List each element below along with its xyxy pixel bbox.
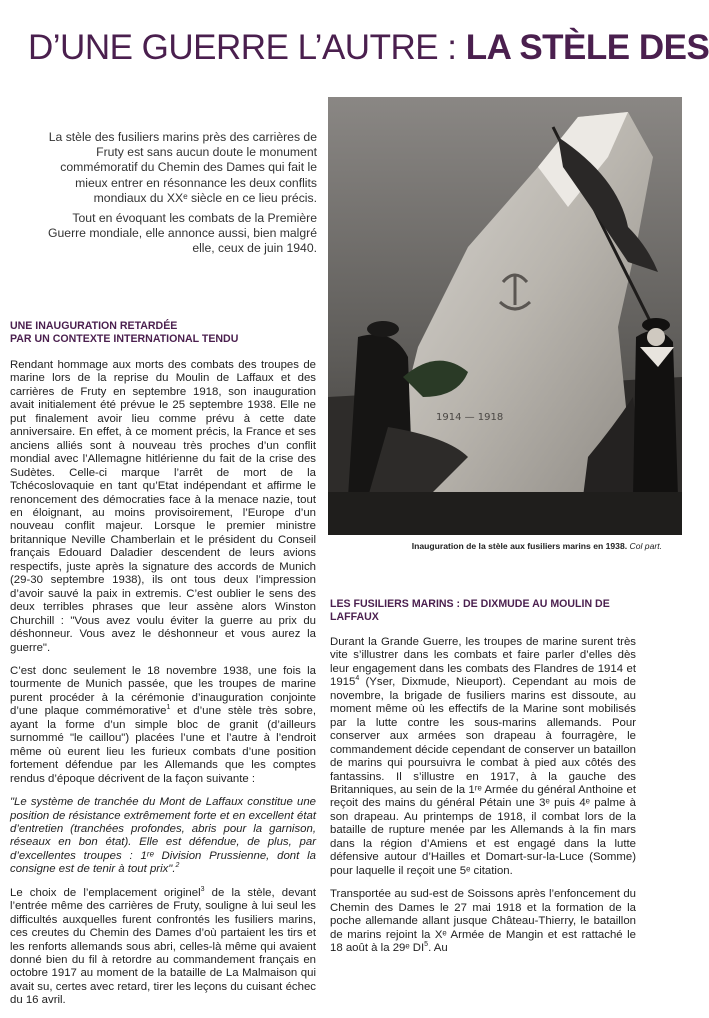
s2p1-text-b: (Yser, Dixmude, Nieuport). Cependant au mois de novembre, la brigade de fusiliers marins est dissoute, au moment même où les effectifs de la Marine sont mobilisés par la lutte contre les sous-marins allemands. Pour conserver aux armées son drapeau à fourragère, le commandement décide cependant de conserver un bataillon de marins qui poursuivra le combat à pied aux côtés des fantassins. Il s’illustre en 1917, à la gauche des Britanniques, au sein de la 1ʳᵉ Armée du général Anthoine et reçoit des mains du général Pétain une 3ᵉ puis 4ᵉ palme à son drapeau. Au printemps de 1918, il combat lors de la bataille de rupture menée par les Allemands à la fin mars dans la région d’Amiens et est engagé dans la lutte défensive autour d’Hailles et Domart-sur-la-Luce (Somme) pour laquelle il reçoit une 5ᵉ citation. — [330, 676, 636, 877]
section1-heading-line1: UNE INAUGURATION RETARDÉE — [10, 320, 178, 332]
p3-text-a: Le choix de l’emplacement originel — [10, 886, 201, 899]
photo-illustration — [328, 97, 682, 535]
quote-text: "Le système de tranchée du Mont de Laffaux constitue une position de résistance extrêmement forte et en excellent état d’entretien (tranchées profondes, abris pour la garnison, réseaux en bon état). Elle est défendue, de plus, par d’excellentes troupes : 1ʳᵉ Division Prussienne, dont la consigne est de tenir à tout prix". — [10, 796, 316, 876]
footnote-ref: 1 — [166, 704, 171, 712]
section1-paragraph-3 — [10, 887, 316, 1008]
section2-paragraph-2 — [330, 888, 636, 955]
intro-text — [40, 130, 317, 262]
s2p1-text-a: Durant la Grande Guerre, les troupes de marine surent très vite s’illustrer dans les combats et faire parler d’elles dès leur engagement dans les combats des Flandres de 1914 et 1915 — [330, 636, 636, 689]
intro-paragraph-2: Tout en évoquant les combats de la Première Guerre mondiale, elle annonce aussi, bien malgré elle, ceux de juin 1940. — [48, 211, 317, 256]
title-light: D’UNE GUERRE L’AUTRE : — [28, 28, 466, 67]
section2-body — [330, 636, 636, 965]
inauguration-photo — [328, 97, 682, 535]
s2p2-text: Transportée au sud-est de Soissons après l’enfoncement du Chemin des Dames le 27 mai 1918 et la formation de la poche allemande allant jusque Château-Thierry, le bataillon de marins rejoint la Xᵉ Armée de Mangin et est rattaché le 18 août à la 29ᵉ DI — [330, 888, 636, 954]
s2p2-end: . Au — [428, 941, 448, 954]
section1-body — [10, 359, 316, 1018]
photo-caption — [328, 540, 662, 552]
caption-credit: Col part. — [629, 541, 662, 551]
p3-text-b: de la stèle, devant l’entrée même des carrières de Fruty, souligne à lui seul les difficultés auxquelles furent confrontés les fusiliers marins, ces creutes du Chemin des Dames d’où partaient les tirs et les renforts allemands sous abri, celles-là même qui avaient donné bien du fil à retordre au commandement français en octobre 1917 au moment de la bataille de La Malmaison qui avait su, certes avec retard, tirer les leçons du cuisant échec du 16 avril. — [10, 886, 316, 1007]
section1-paragraph-2 — [10, 665, 316, 786]
section1-quote — [10, 796, 316, 877]
footnote-ref: 3 — [200, 885, 205, 893]
section2-heading: LES FUSILIERS MARINS : DE DIXMUDE AU MOULIN DE LAFFAUX — [330, 598, 610, 623]
footnote-ref: 2 — [175, 862, 180, 870]
section1-heading-line2: PAR UN CONTEXTE INTERNATIONAL TENDU — [10, 332, 239, 345]
footnote-ref: 5 — [424, 941, 429, 949]
section1-heading — [10, 320, 326, 345]
footnote-ref: 4 — [355, 675, 360, 683]
section1-paragraph-1: Rendant hommage aux morts des combats des troupes de marine lors de la reprise du Moulin de Laffaux et des carrières de Fruty en septembre 1918, son inauguration avait initialement été prévue le 25 septembre 1938. Elle ne put finalement avoir lieu comme prévu à cette date anniversaire. En effet, à ce moment précis, la France et ses anciens alliés sont à nouveau très proches d’un conflit mondial avec l’Allemagne hitlérienne du fait de la crise des Sudètes. Celle-ci marque l’arrêt de mort de la Tchécoslovaquie en tant qu’Etat indépendant et affirme le renoncement des démocraties face à la menace nazie, tout en éloignant, au moins provisoirement, l’Europe d’un nouveau conflit majeur. Lorsque le premier ministre britannique Neville Chamberlain et le président du Conseil français Edouard Daladier descendent de leurs avions respectifs, juste après la signature des accords de Munich (29-30 septembre 1938), ils ont tous deux l’impression d’avoir sauvé la paix in extremis. C’est oublier le sens des deux terribles phrases que leur assène alors Winston Churchill : "Vous avez voulu éviter la guerre au prix du déshonneur. Vous avez le déshonneur et vous aurez la guerre". — [10, 359, 316, 654]
title-bold: LA STÈLE DES — [465, 28, 709, 67]
section2-paragraph-1 — [330, 636, 636, 878]
page-title — [28, 28, 709, 68]
intro-paragraph-1: La stèle des fusiliers marins près des carrières de Fruty est sans aucun doute le monument commémoratif du Chemin des Dames qui fait le mieux entrer en résonnance les deux conflits mondiaux du XXᵉ siècle en ce lieu précis. — [48, 130, 317, 205]
caption-text: Inauguration de la stèle aux fusiliers marins en 1938. — [411, 541, 630, 551]
stone-dates: 1914 — 1918 — [436, 412, 504, 423]
p2-text-a: C’est donc seulement le 18 novembre 1938, une fois la tourmente de Munich passée, que les troupes de marine purent procéder à la cérémonie d’inauguration conjointe d’une plaque commémorative — [10, 664, 316, 718]
p2-text-b: et d’une stèle très sobre, ayant la forme d’un simple bloc de granit (d’ailleurs surnommé "le caillou") placées l’une et l’autre à l’endroit même où eurent lieu les furieux combats d’une position fortement défendue par les Allemands que les comptes rendus d’époque décrivent de la façon suivante : — [10, 705, 316, 785]
